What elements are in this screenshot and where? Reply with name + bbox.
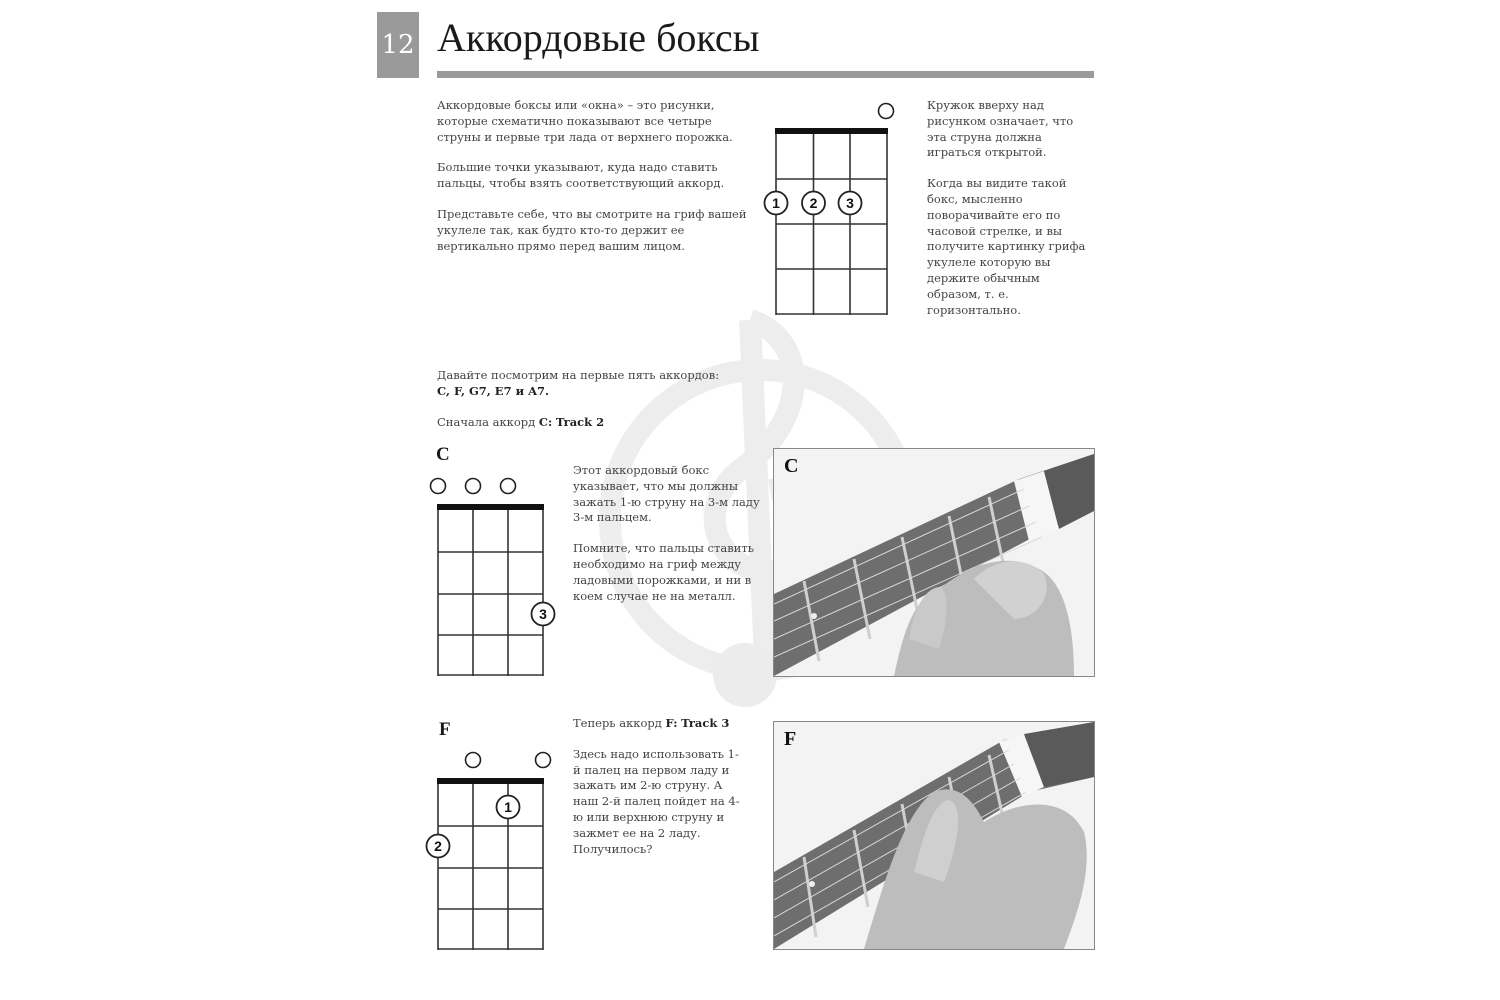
chord-f-box bbox=[422, 748, 562, 954]
finger-number: 1 bbox=[504, 799, 512, 815]
chord-f-paragraph: Здесь надо использовать 1-й палец на первом ладу и зажать им 2-ю струну. А наш 2-й палец пойдет на 4-ю или верхнюю струну и зажмет ее на 2 ладу. Получилось? bbox=[573, 746, 740, 856]
first-chord-prefix: Сначала аккорд bbox=[437, 414, 536, 429]
finger-number: 1 bbox=[772, 195, 780, 211]
chord-c-paragraph: Помните, что пальцы ставить необходимо на гриф между ладовыми порожками, и ни в коем случае не на металл. bbox=[573, 541, 754, 603]
side-note-paragraph: Кружок вверху над рисунком означает, что эта струна должна играться открытой. bbox=[927, 98, 1074, 160]
nut bbox=[437, 504, 544, 510]
example-chord-box bbox=[760, 98, 910, 320]
side-note bbox=[927, 98, 1092, 333]
chord-f-text bbox=[573, 716, 743, 872]
section-intro bbox=[437, 368, 737, 430]
chord-f-heading-track: Track 3 bbox=[681, 716, 730, 730]
nut bbox=[437, 778, 544, 784]
fretboard-hand-image bbox=[774, 449, 1094, 676]
intro-text bbox=[437, 98, 749, 269]
photo-label: C bbox=[784, 455, 799, 477]
finger-number: 2 bbox=[434, 838, 442, 854]
chord-c-box bbox=[422, 474, 562, 680]
chord-f-heading-name: F: bbox=[665, 716, 678, 730]
open-string-marker bbox=[431, 479, 516, 494]
page-title: Аккордовые боксы bbox=[437, 15, 760, 60]
title-rule bbox=[437, 71, 1094, 78]
fretboard-hand-image bbox=[774, 722, 1094, 949]
first-chord-name: C: bbox=[538, 414, 553, 429]
open-string-marker bbox=[879, 104, 894, 119]
intro-paragraph: Представьте себе, что вы смотрите на гриф вашей укулеле так, как будто кто-то держит ее вертикально прямо перед вашим лицом. bbox=[437, 206, 747, 253]
open-string-marker bbox=[466, 753, 551, 768]
intro-paragraph: Аккордовые боксы или «окна» – это рисунки, которые схематично показывают все четыре струны и первые три лада от верхнего порожка. bbox=[437, 98, 733, 144]
chord-c-paragraph: Этот аккордовый бокс указывает, что мы должны зажать 1-ю струну на 3-м ладу 3-м пальцем. bbox=[573, 463, 760, 525]
section-intro-line: Давайте посмотрим на первые пять аккордов: bbox=[437, 368, 720, 382]
chord-f-heading-prefix: Теперь аккорд bbox=[573, 716, 662, 730]
photo-label: F bbox=[784, 728, 797, 750]
chord-f-label: F bbox=[439, 719, 451, 740]
finger-number: 2 bbox=[809, 195, 818, 211]
first-chord-track: Track 2 bbox=[555, 414, 605, 429]
finger-number: 3 bbox=[846, 195, 854, 211]
chord-f-heading bbox=[573, 716, 743, 732]
chords-list: C, F, G7, E7 и A7. bbox=[437, 383, 550, 398]
page-number: 12 bbox=[377, 12, 419, 78]
nut bbox=[775, 128, 888, 134]
chord-c-photo bbox=[773, 448, 1095, 677]
intro-paragraph: Большие точки указывают, куда надо ставить пальцы, чтобы взять соответствующий аккорд. bbox=[437, 160, 725, 191]
chord-c-text bbox=[573, 463, 761, 619]
side-note-paragraph: Когда вы видите такой бокс, мысленно поворачивайте его по часовой стрелке, и вы получите картинку грифа укулеле которую вы держите обычным образом, т. е. горизонтально. bbox=[927, 176, 1086, 317]
finger-number: 3 bbox=[539, 606, 547, 622]
chord-c-label: C bbox=[436, 444, 450, 465]
chord-f-photo bbox=[773, 721, 1095, 950]
